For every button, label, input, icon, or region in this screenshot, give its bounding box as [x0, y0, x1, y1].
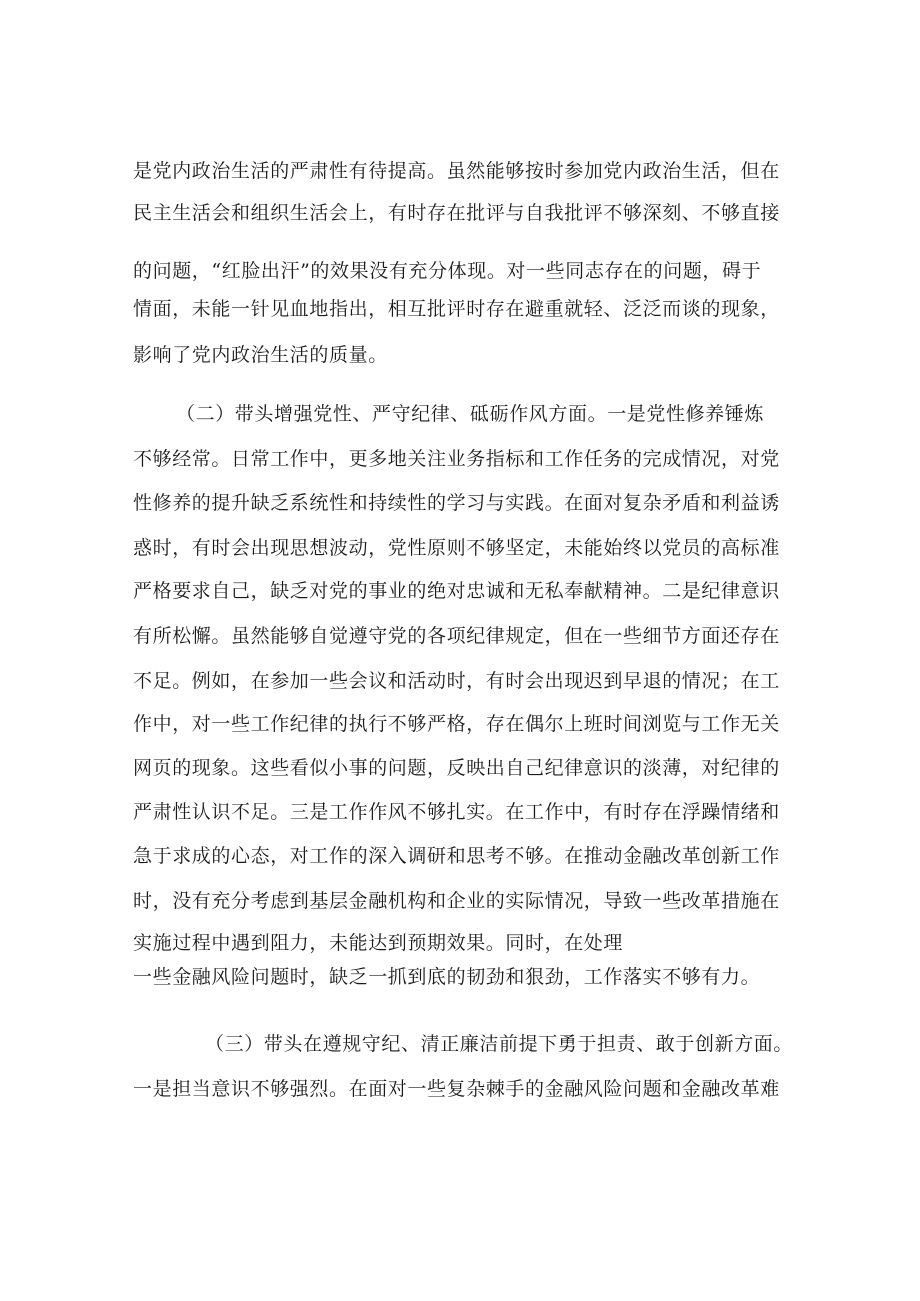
text-line: 情面，未能一针见血地指出，相互批评时存在避重就轻、泛泛而谈的现象， [133, 298, 780, 320]
text-line: 时，没有充分考虑到基层金融机构和企业的实际情况，导致一些改革措施在 [133, 890, 780, 912]
text-line: （二）带头增强党性、严守纪律、砥砺作风方面。一是党性修养锤炼 [176, 403, 765, 425]
text-line: 的问题，“红脸出汗”的效果没有充分体现。对一些同志存在的问题，碍于 [133, 260, 762, 282]
text-line: 急于求成的心态，对工作的深入调研和思考不够。在推动金融改革创新工作 [133, 845, 780, 867]
text-line: 不够经常。日常工作中，更多地关注业务指标和工作任务的完成情况，对党 [133, 448, 780, 470]
text-line: 惑时，有时会出现思想波动，党性原则不够坚定，未能始终以党员的高标准 [133, 537, 780, 559]
text-line: 不足。例如，在参加一些会议和活动时，有时会出现迟到早退的情况；在工 [133, 670, 780, 692]
text-line: （三）带头在遵规守纪、清正廉洁前提下勇于担责、敢于创新方面。 [205, 1033, 794, 1055]
text-line: 有所松懈。虽然能够自觉遵守党的各项纪律规定，但在一些细节方面还存在 [133, 625, 780, 647]
text-line: 实施过程中遇到阻力，未能达到预期效果。同时，在处理 [133, 932, 624, 954]
text-line: 一些金融风险问题时，缺乏一抓到底的韧劲和狠劲，工作落实不够有力。 [133, 966, 761, 988]
text-line: 作中，对一些工作纪律的执行不够严格，存在偶尔上班时间浏览与工作无关 [133, 713, 780, 735]
text-line: 性修养的提升缺乏系统性和持续性的学习与实践。在面对复杂矛盾和利益诱 [133, 492, 780, 514]
text-line: 严格要求自己，缺乏对党的事业的绝对忠诚和无私奉献精神。二是纪律意识 [133, 580, 780, 602]
text-line: 是党内政治生活的严肃性有待提高。虽然能够按时参加党内政治生活，但在 [133, 160, 780, 182]
text-line: 严肃性认识不足。三是工作作风不够扎实。在工作中，有时存在浮躁情绪和 [133, 801, 780, 823]
text-line: 一是担当意识不够强烈。在面对一些复杂棘手的金融风险问题和金融改革难 [133, 1078, 780, 1100]
text-line: 影响了党内政治生活的质量。 [133, 344, 388, 366]
text-line: 网页的现象。这些看似小事的问题，反映出自己纪律意识的淡薄，对纪律的 [133, 757, 780, 779]
text-line: 民主生活会和组织生活会上，有时存在批评与自我批评不够深刻、不够直接 [133, 202, 780, 224]
